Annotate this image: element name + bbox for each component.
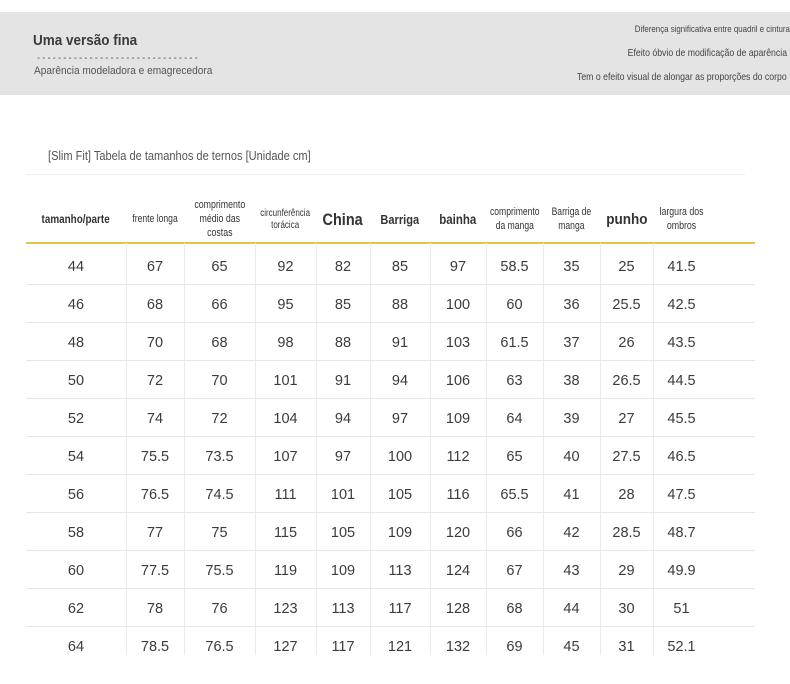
measurement-cell: 94 [391, 373, 409, 389]
measurement-cell: 111 [274, 487, 297, 503]
measurement-cell: 76 [211, 601, 228, 617]
measurement-cell: 27.5 [612, 449, 641, 465]
measurement-cell: 121 [387, 639, 413, 655]
measurement-cell: 112 [446, 449, 470, 465]
table-caption: [Slim Fit] Tabela de tamanhos de ternos [Unidade cm] [48, 148, 311, 163]
measurement-cell: 58.5 [500, 259, 529, 275]
measurement-cell: 92 [277, 259, 294, 275]
measurement-cell: 104 [273, 411, 298, 427]
column-header-label: punho [605, 210, 648, 228]
measurement-cell: 25.5 [612, 297, 641, 313]
size-cell: 54 [67, 449, 85, 465]
measurement-cell: 88 [334, 335, 352, 351]
measurement-cell: 40 [563, 449, 580, 465]
column-header [126, 198, 184, 242]
measurement-cell: 66 [211, 297, 228, 313]
size-cell: 64 [67, 639, 85, 655]
column-header-label: comprimento médio das costas [194, 199, 245, 239]
size-cell: 60 [67, 563, 85, 579]
measurement-cell: 124 [445, 563, 471, 579]
measurement-cell: 77 [146, 525, 164, 541]
row-divider [26, 626, 755, 627]
measurement-cell: 95 [277, 297, 294, 313]
column-header [543, 198, 600, 242]
size-cell: 48 [67, 335, 85, 351]
column-header [370, 198, 430, 242]
row-divider [26, 474, 755, 475]
measurement-cell: 29 [618, 563, 635, 579]
size-cell: 58 [67, 525, 85, 541]
measurement-cell: 41.5 [667, 259, 696, 275]
column-header [255, 198, 316, 242]
measurement-cell: 44.5 [667, 373, 696, 389]
measurement-cell: 42 [563, 525, 580, 541]
measurement-cell: 78.5 [140, 639, 170, 655]
measurement-cell: 132 [445, 639, 471, 655]
measurement-cell: 45.5 [667, 411, 696, 427]
measurement-cell: 97 [334, 449, 352, 465]
banner-feature-2: Efeito óbvio de modificação de aparência [627, 47, 787, 59]
measurement-cell: 119 [273, 563, 298, 579]
measurement-cell: 100 [387, 449, 413, 465]
measurement-cell: 37 [563, 335, 580, 351]
measurement-cell: 113 [388, 563, 412, 579]
measurement-cell: 68 [211, 335, 228, 351]
caption-divider [26, 174, 745, 175]
measurement-cell: 109 [330, 563, 356, 579]
measurement-cell: 72 [146, 373, 164, 389]
size-cell: 44 [67, 259, 85, 275]
measurement-cell: 36 [563, 297, 580, 313]
measurement-cell: 38 [563, 373, 580, 389]
measurement-cell: 101 [273, 373, 298, 389]
measurement-cell: 109 [445, 411, 471, 427]
row-divider [26, 284, 755, 285]
measurement-cell: 43 [563, 563, 580, 579]
table-header-row [26, 198, 755, 242]
measurement-cell: 120 [445, 525, 471, 541]
measurement-cell: 91 [391, 335, 409, 351]
measurement-cell: 28 [618, 487, 635, 503]
measurement-cell: 115 [273, 525, 298, 541]
column-header [316, 198, 370, 242]
measurement-cell: 103 [445, 335, 471, 351]
measurement-cell: 82 [334, 259, 352, 275]
measurement-cell: 42.5 [667, 297, 696, 313]
column-header [600, 198, 653, 242]
size-cell: 62 [67, 601, 85, 617]
measurement-cell: 48.7 [667, 525, 696, 541]
size-cell: 50 [67, 373, 85, 389]
measurement-cell: 67 [506, 563, 523, 579]
measurement-cell: 123 [273, 601, 298, 617]
column-header [653, 198, 710, 242]
measurement-cell: 74 [146, 411, 164, 427]
measurement-cell: 77.5 [140, 563, 170, 579]
measurement-cell: 109 [387, 525, 413, 541]
measurement-cell: 68 [506, 601, 523, 617]
banner-subtitle: Aparência modeladora e emagrecedora [34, 65, 213, 77]
measurement-cell: 28.5 [612, 525, 641, 541]
column-header-label: Barriga [380, 211, 420, 227]
size-cell: 52 [67, 411, 85, 427]
measurement-cell: 128 [445, 601, 471, 617]
column-header-label: bainha [439, 211, 477, 227]
column-header [26, 198, 126, 242]
measurement-cell: 27 [618, 411, 635, 427]
column-header-label: circunferência torácica [260, 207, 311, 231]
row-divider [26, 322, 755, 323]
row-divider [26, 398, 755, 399]
measurement-cell: 43.5 [667, 335, 696, 351]
measurement-cell: 74.5 [205, 487, 234, 503]
measurement-cell: 117 [331, 639, 355, 655]
row-divider [26, 436, 755, 437]
measurement-cell: 78 [146, 601, 164, 617]
column-header-label: tamanho/parte [41, 213, 111, 226]
banner-feature-1: Diferença significativa entre quadril e cintura [634, 24, 790, 35]
measurement-cell: 61.5 [500, 335, 529, 351]
measurement-cell: 88 [391, 297, 409, 313]
measurement-cell: 85 [391, 259, 409, 275]
measurement-cell: 39 [563, 411, 580, 427]
measurement-cell: 75.5 [140, 449, 170, 465]
header-banner [0, 12, 790, 95]
measurement-cell: 65 [506, 449, 523, 465]
measurement-cell: 75 [211, 525, 228, 541]
measurement-cell: 68 [146, 297, 164, 313]
measurement-cell: 70 [211, 373, 228, 389]
measurement-cell: 70 [146, 335, 164, 351]
measurement-cell: 73.5 [205, 449, 234, 465]
measurement-cell: 107 [273, 449, 298, 465]
size-cell: 46 [67, 297, 85, 313]
column-header [430, 198, 486, 242]
measurement-cell: 45 [563, 639, 580, 655]
column-header-label: comprimento da manga [489, 206, 540, 232]
measurement-cell: 44 [563, 601, 580, 617]
measurement-cell: 25 [618, 259, 635, 275]
column-header [486, 198, 543, 242]
measurement-cell: 66 [506, 525, 523, 541]
column-header-label: frente longa [132, 213, 178, 226]
column-header [184, 198, 255, 242]
measurement-cell: 65 [211, 259, 228, 275]
row-divider [26, 588, 755, 589]
measurement-cell: 26 [618, 335, 635, 351]
measurement-cell: 85 [334, 297, 352, 313]
size-cell: 56 [67, 487, 85, 503]
measurement-cell: 64 [506, 411, 523, 427]
measurement-cell: 47.5 [667, 487, 696, 503]
measurement-cell: 97 [391, 411, 409, 427]
measurement-cell: 101 [330, 487, 356, 503]
measurement-cell: 113 [331, 601, 355, 617]
measurement-cell: 26.5 [612, 373, 641, 389]
measurement-cell: 49.9 [667, 563, 696, 579]
measurement-cell: 46.5 [667, 449, 696, 465]
measurement-cell: 91 [334, 373, 352, 389]
measurement-cell: 94 [334, 411, 352, 427]
measurement-cell: 31 [618, 639, 635, 655]
measurement-cell: 67 [146, 259, 164, 275]
row-divider [26, 360, 755, 361]
banner-title: Uma versão fina [33, 33, 138, 49]
row-divider [26, 550, 755, 551]
column-header-label: Barriga de manga [551, 206, 592, 232]
measurement-cell: 97 [449, 259, 467, 275]
measurement-cell: 105 [330, 525, 356, 541]
measurement-cell: 76.5 [205, 639, 234, 655]
row-divider [26, 512, 755, 513]
measurement-cell: 98 [277, 335, 294, 351]
measurement-cell: 41 [563, 487, 580, 503]
measurement-cell: 35 [563, 259, 580, 275]
measurement-cell: 52.1 [667, 639, 696, 655]
banner-dash-divider: ------------------------------- [36, 51, 199, 64]
measurement-cell: 75.5 [205, 563, 234, 579]
measurement-cell: 116 [446, 487, 470, 503]
measurement-cell: 72 [211, 411, 228, 427]
measurement-cell: 100 [445, 297, 471, 313]
measurement-cell: 69 [506, 639, 523, 655]
measurement-cell: 63 [506, 373, 523, 389]
measurement-cell: 106 [445, 373, 471, 389]
measurement-cell: 105 [387, 487, 413, 503]
banner-feature-3: Tem o efeito visual de alongar as proporções do corpo [577, 71, 787, 83]
measurement-cell: 65.5 [500, 487, 529, 503]
measurement-cell: 117 [388, 601, 412, 617]
measurement-cell: 76.5 [140, 487, 170, 503]
measurement-cell: 30 [618, 601, 635, 617]
column-header-label: largura dos ombros [659, 206, 704, 232]
measurement-cell: 127 [273, 639, 298, 655]
column-header-label: China [322, 210, 364, 230]
measurement-cell: 51 [673, 601, 690, 617]
measurement-cell: 60 [506, 297, 523, 313]
header-underline [26, 242, 755, 244]
